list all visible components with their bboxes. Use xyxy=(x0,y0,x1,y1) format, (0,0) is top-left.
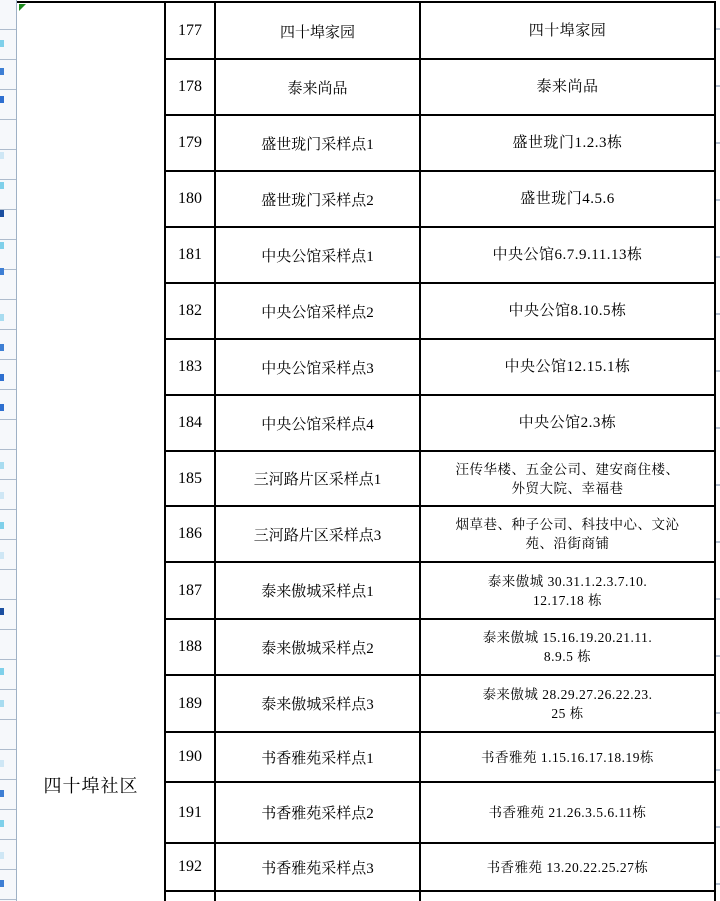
gridline-stub xyxy=(716,142,720,144)
community-label: 四十埠社区 xyxy=(43,776,139,796)
table-row-border xyxy=(164,618,716,620)
row-number-cell[interactable]: 181 xyxy=(178,246,202,263)
sampling-point-name-cell[interactable]: 三河路片区采样点3 xyxy=(253,527,382,544)
sampling-point-name-cell[interactable]: 泰来尚品 xyxy=(287,80,348,97)
table-row-border xyxy=(164,781,716,783)
table-row xyxy=(0,116,720,170)
row-number-cell[interactable]: 186 xyxy=(178,525,202,542)
gridline-stub xyxy=(716,370,720,372)
row-number-cell[interactable]: 183 xyxy=(178,358,202,375)
table-row-border xyxy=(164,394,716,396)
gridline-stub xyxy=(716,199,720,201)
sampling-scope-cell[interactable]: 盛世珑门1.2.3栋 xyxy=(512,134,623,151)
table-row-border xyxy=(164,505,716,507)
right-neighbor-gridline-stubs xyxy=(716,0,720,901)
table-row-border xyxy=(164,450,716,452)
table-row-border xyxy=(164,58,716,60)
table-row xyxy=(0,340,720,394)
row-number-cell[interactable]: 177 xyxy=(178,22,202,39)
sampling-point-name-cell[interactable]: 中央公馆采样点2 xyxy=(261,304,374,321)
table-row-border xyxy=(164,561,716,563)
sampling-point-name-cell[interactable]: 中央公馆采样点4 xyxy=(261,416,374,433)
sampling-scope-cell[interactable]: 泰来傲城 28.29.27.26.22.23. 25 栋 xyxy=(482,686,653,721)
row-number-cell[interactable]: 178 xyxy=(178,78,202,95)
sampling-scope-cell[interactable]: 四十埠家园 xyxy=(528,22,607,39)
table-row xyxy=(0,783,720,842)
sampling-scope-cell[interactable]: 书香雅苑 13.20.22.25.27栋 xyxy=(486,859,649,875)
table-row-border xyxy=(164,114,716,116)
sampling-point-name-cell[interactable]: 书香雅苑采样点2 xyxy=(261,806,374,822)
table-row xyxy=(0,228,720,282)
gridline-stub xyxy=(716,28,720,30)
gridline-stub xyxy=(716,883,720,885)
row-number-cell[interactable]: 187 xyxy=(178,581,202,599)
sampling-scope-cell[interactable]: 书香雅苑 1.15.16.17.18.19栋 xyxy=(481,749,654,765)
sampling-point-name-cell[interactable]: 书香雅苑采样点1 xyxy=(261,750,374,767)
sampling-point-name-cell[interactable]: 中央公馆采样点3 xyxy=(261,360,374,377)
table-row xyxy=(0,4,720,58)
table-row-border xyxy=(164,226,716,228)
table-row xyxy=(0,676,720,731)
sampling-point-name-cell[interactable]: 泰来傲城采样点1 xyxy=(261,584,374,600)
sampling-point-name-cell[interactable]: 盛世珑门采样点1 xyxy=(261,136,374,153)
row-number-cell[interactable]: 180 xyxy=(178,190,202,207)
gridline-stub xyxy=(716,655,720,657)
table-row xyxy=(0,844,720,890)
sampling-scope-cell[interactable]: 汪传华楼、五金公司、建安商住楼、 外贸大院、幸福巷 xyxy=(455,461,680,496)
row-number-cell[interactable]: 191 xyxy=(178,803,202,821)
gridline-stub xyxy=(716,427,720,429)
table-row-border xyxy=(164,842,716,844)
sampling-point-name-cell[interactable]: 书香雅苑采样点3 xyxy=(261,860,374,877)
sampling-scope-cell[interactable]: 泰来傲城 15.16.19.20.21.11. 8.9.5 栋 xyxy=(482,630,653,664)
table-row xyxy=(0,620,720,674)
gridline-stub xyxy=(716,541,720,543)
sampling-point-name-cell[interactable]: 中央公馆采样点1 xyxy=(261,248,374,265)
row-number-cell[interactable]: 188 xyxy=(178,638,202,655)
sampling-scope-cell[interactable]: 泰来尚品 xyxy=(536,78,599,95)
gridline-stub xyxy=(716,85,720,87)
table-row xyxy=(0,507,720,561)
table-row-border xyxy=(164,338,716,340)
sampling-scope-cell[interactable]: 中央公馆2.3栋 xyxy=(518,414,617,431)
sampling-scope-cell[interactable]: 泰来傲城 30.31.1.2.3.7.10. 12.17.18 栋 xyxy=(487,573,648,608)
gridline-stub xyxy=(716,256,720,258)
table-row-border xyxy=(164,731,716,733)
row-number-cell[interactable]: 184 xyxy=(178,414,202,431)
table-row xyxy=(0,284,720,338)
row-number-cell[interactable]: 192 xyxy=(178,858,202,875)
row-number-cell[interactable]: 185 xyxy=(178,469,202,487)
sampling-point-name-cell[interactable]: 三河路片区采样点1 xyxy=(253,472,382,488)
row-number-cell[interactable]: 179 xyxy=(178,134,202,151)
table-row xyxy=(0,172,720,226)
sampling-point-name-cell[interactable]: 泰来傲城采样点2 xyxy=(261,640,374,657)
gridline-stub xyxy=(716,313,720,315)
row-number-cell[interactable]: 189 xyxy=(178,694,202,712)
table-row xyxy=(0,563,720,618)
sampling-point-name-cell[interactable]: 盛世珑门采样点2 xyxy=(261,192,374,209)
table-row xyxy=(0,396,720,450)
row-number-cell[interactable]: 182 xyxy=(178,302,202,319)
table-row-border xyxy=(164,674,716,676)
sampling-point-name-cell[interactable]: 泰来傲城采样点3 xyxy=(261,697,374,713)
sampling-scope-cell[interactable]: 盛世珑门4.5.6 xyxy=(520,190,615,207)
gridline-stub xyxy=(716,484,720,486)
sampling-scope-cell[interactable]: 中央公馆6.7.9.11.13栋 xyxy=(492,246,643,263)
table-row xyxy=(0,60,720,114)
sampling-scope-cell[interactable]: 烟草巷、种子公司、科技中心、文沁 苑、沿街商铺 xyxy=(455,517,680,551)
table-row-border xyxy=(164,282,716,284)
gridline-stub xyxy=(716,826,720,828)
gridline-stub xyxy=(716,712,720,714)
sampling-scope-cell[interactable]: 书香雅苑 21.26.3.5.6.11栋 xyxy=(488,805,647,820)
gridline-stub xyxy=(716,769,720,771)
sampling-scope-cell[interactable]: 中央公馆12.15.1栋 xyxy=(504,358,631,375)
table-row-border xyxy=(164,170,716,172)
sampling-point-name-cell[interactable]: 四十埠家园 xyxy=(279,24,355,41)
sampling-scope-cell[interactable]: 中央公馆8.10.5栋 xyxy=(508,302,627,319)
row-number-cell[interactable]: 190 xyxy=(178,748,202,765)
gridline-stub xyxy=(716,598,720,600)
table-row-border xyxy=(164,890,716,892)
table-row xyxy=(0,452,720,505)
table-row xyxy=(0,733,720,781)
